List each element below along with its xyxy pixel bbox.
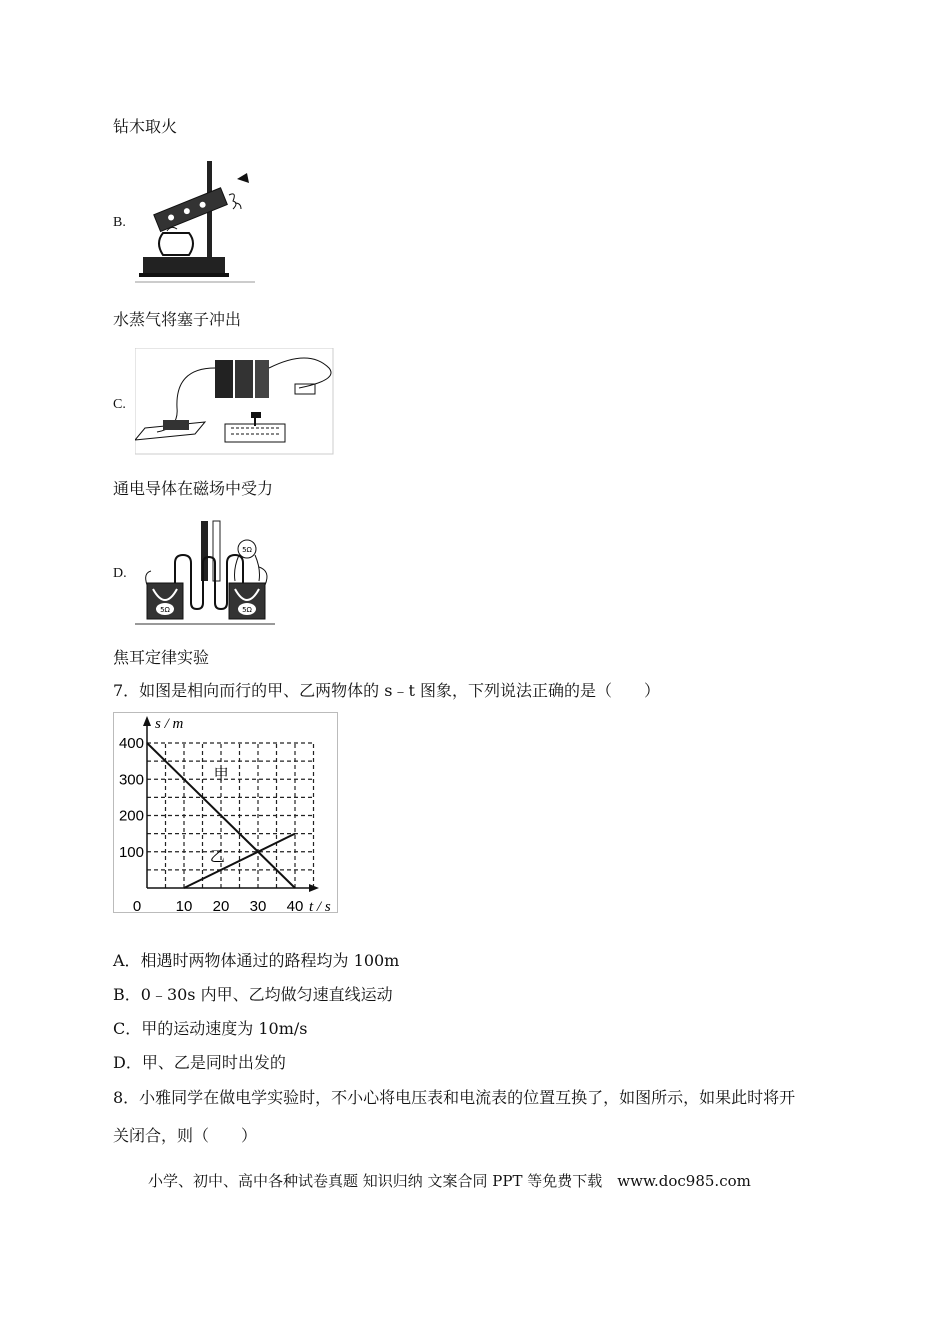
question-8-line-1: 8．小雅同学在做电学实验时，不小心将电压表和电流表的位置互换了，如图所示，如果此时将开	[113, 1088, 796, 1107]
caption-steam-stopper: 水蒸气将塞子冲出	[113, 310, 242, 329]
question-8-line-2: 关闭合，则（ ）	[113, 1126, 258, 1145]
y-tick-label: 100	[118, 843, 144, 861]
question-7-option-c: C．甲的运动速度为 10m/s	[113, 1019, 308, 1038]
caption-drill-wood-fire: 钻木取火	[113, 117, 178, 136]
outer-resistor-label: 5Ω	[242, 546, 252, 554]
option-d-label: D.	[113, 566, 127, 581]
x-tick-label: 20	[212, 898, 230, 914]
x-axis-label: t / s	[309, 899, 331, 914]
x-tick-label: 30	[249, 898, 267, 914]
series-label: 乙	[209, 846, 225, 865]
question-7-stem: 7．如图是相向而行的甲、乙两物体的 s﹣t 图象，下列说法正确的是（ ）	[113, 681, 660, 700]
s-t-graph	[113, 712, 339, 914]
y-tick-label: 400	[118, 735, 144, 752]
left-resistor-label: 5Ω	[160, 606, 170, 614]
y-tick-label: 300	[118, 771, 144, 789]
x-tick-label: 10	[175, 898, 193, 914]
steam-stopper-figure	[135, 155, 260, 285]
x-tick-label: 40	[286, 898, 304, 914]
page-footer: 小学、初中、高中各种试卷真题 知识归纳 文案合同 PPT 等免费下载 www.doc985.com	[148, 1172, 751, 1190]
question-7-option-d: D．甲、乙是同时出发的	[113, 1053, 286, 1072]
right-resistor-label: 5Ω	[242, 606, 252, 614]
caption-conductor-force: 通电导体在磁场中受力	[113, 479, 274, 498]
y-axis-arrow	[143, 716, 151, 726]
x-tick-label: 0	[132, 898, 142, 914]
series-label: 甲	[213, 765, 229, 784]
joule-law-figure	[135, 517, 280, 629]
question-7-option-b: B．0﹣30s 内甲、乙均做匀速直线运动	[113, 985, 393, 1004]
conductor-magnet-figure	[135, 348, 335, 456]
y-axis-label: s / m	[155, 716, 184, 732]
caption-joule-law: 焦耳定律实验	[113, 648, 210, 667]
option-b-label: B.	[113, 215, 126, 230]
y-tick-label: 200	[118, 807, 144, 825]
question-7-option-a: A．相遇时两物体通过的路程均为 100m	[113, 951, 400, 970]
option-c-label: C.	[113, 397, 126, 412]
